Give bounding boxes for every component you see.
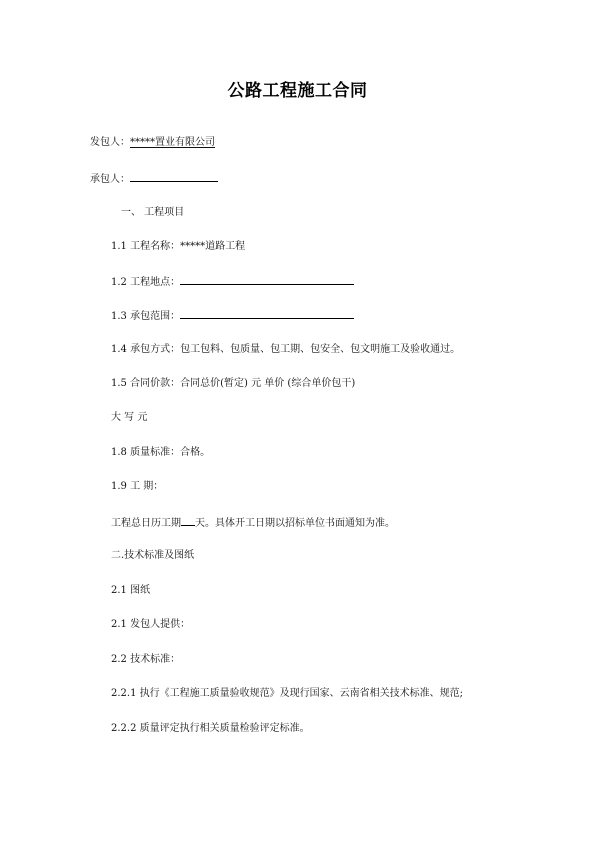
item-1-5: 1.5 合同价款：合同总价(暂定) 元 单价 (综合单价包干) (111, 378, 356, 389)
capital-amount: 大 写 元 (111, 412, 148, 423)
section2-heading: 二.技术标准及图纸 (111, 550, 195, 561)
contractor-line (90, 171, 218, 187)
section1-heading: 一、 工程项目 (121, 207, 185, 218)
item-2-1b: 2.1 发包人提供： (111, 619, 191, 630)
duration-prefix: 工程总日历工期 (111, 518, 181, 529)
item-1-3 (111, 308, 354, 324)
duration-suffix: 天。具体开工日期以招标单位书面通知为准。 (195, 518, 395, 529)
project-location-blank (180, 274, 354, 285)
employer-label: 发包人： (90, 137, 130, 148)
employer-line (90, 136, 215, 150)
contractor-blank (130, 171, 218, 182)
duration-blank (181, 515, 195, 526)
duration-line (111, 515, 395, 531)
item-1-3-label: 1.3 承包范围： (111, 311, 181, 322)
item-1-2 (111, 274, 354, 290)
item-1-4: 1.4 承包方式：包工包料、包质量、包工期、包安全、包文明施工及验收通过。 (111, 344, 461, 355)
item-1-8: 1.8 质量标准：合格。 (111, 447, 211, 458)
item-2-1: 2.1 图纸 (111, 585, 151, 596)
item-2-2-1: 2.2.1 执行《工程施工质量验收规范》及现行国家、云南省相关技术标准、规范; (111, 688, 463, 699)
item-1-2-label: 1.2 工程地点： (111, 277, 181, 288)
employer-value: *****置业有限公司 (130, 137, 215, 148)
item-1-9: 1.9 工 期： (111, 481, 164, 492)
item-1-1: 1.1 工程名称：*****道路工程 (111, 241, 246, 252)
item-2-2: 2.2 技术标准： (111, 654, 181, 665)
contract-scope-blank (180, 308, 354, 319)
contractor-label: 承包人： (90, 174, 130, 185)
contract-title: 公路工程施工合同 (227, 81, 368, 101)
item-2-2-2: 2.2.2 质量评定执行相关质量检验评定标准。 (111, 723, 310, 734)
